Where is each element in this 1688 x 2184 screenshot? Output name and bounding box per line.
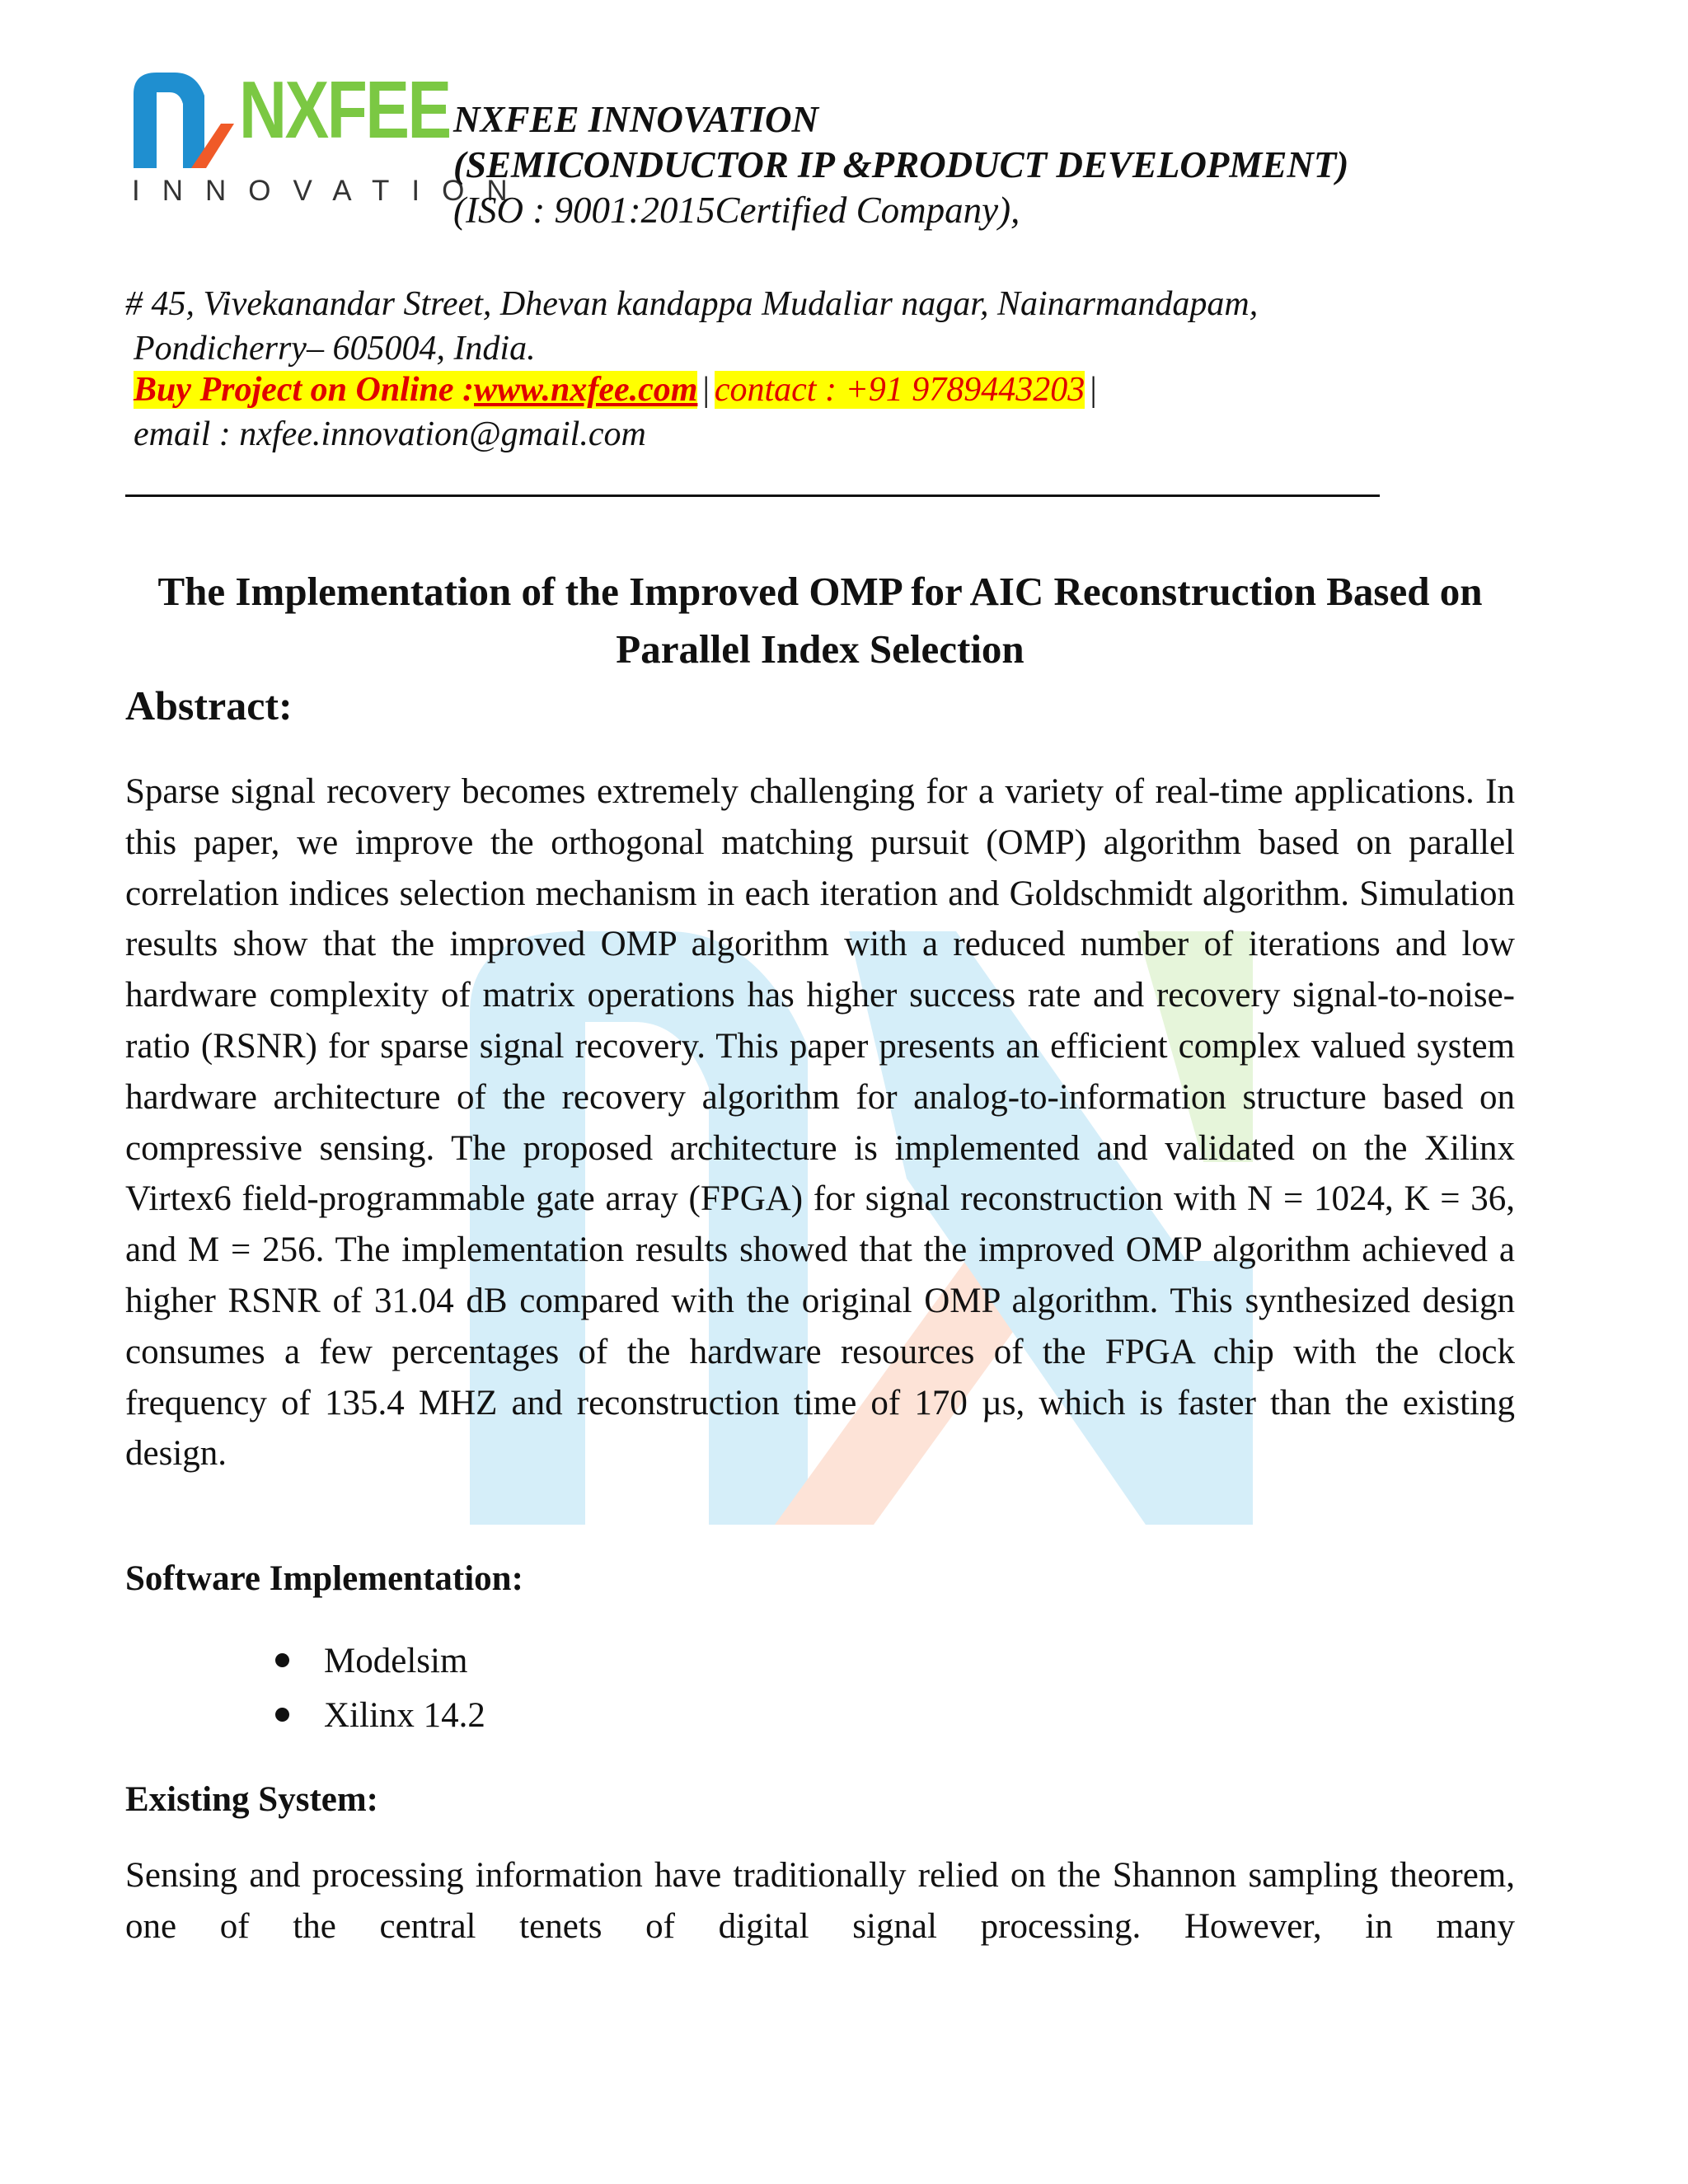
buy-online-label: Buy Project on Online : <box>134 371 475 409</box>
separator: | <box>1090 371 1097 409</box>
company-address <box>125 282 1258 371</box>
contact-email: email : nxfee.innovation@gmail.com <box>134 415 646 453</box>
logo-n-blue <box>134 73 204 168</box>
software-heading: Software Implementation: <box>125 1559 523 1598</box>
website-link[interactable]: www.nxfee.com <box>474 371 698 409</box>
header-divider <box>125 494 1380 497</box>
address-line-1: # 45, Vivekanandar Street, Dhevan kandappa Mudaliar nagar, Nainarmandapam, <box>125 285 1259 323</box>
existing-system-body: Sensing and processing information have traditionally relied on the Shannon sampling theorem, one of the central tenets of digital signal processing. However, in many <box>125 1856 1515 1946</box>
bullet-icon <box>275 1653 289 1667</box>
logo-n-mark <box>132 71 235 170</box>
company-name: NXFEE INNOVATION <box>453 99 819 140</box>
logo-brand-text: NXFEE <box>239 64 450 155</box>
company-header <box>453 97 1348 233</box>
existing-system-heading: Existing System: <box>125 1780 378 1819</box>
paper-title: The Implementation of the Improved OMP for AIC Reconstruction Based on Parallel Index Selection <box>157 568 1483 672</box>
software-list <box>272 1640 485 1749</box>
company-description: (SEMICONDUCTOR IP &PRODUCT DEVELOPMENT) <box>453 144 1349 185</box>
software-item-label: Xilinx 14.2 <box>324 1696 485 1735</box>
nxfee-logo <box>124 64 530 227</box>
address-line-2: Pondicherry– 605004, India. <box>134 330 536 368</box>
company-certification: (ISO : 9001:2015Certified Company), <box>453 190 1020 231</box>
abstract-body: Sparse signal recovery becomes extremely challenging for a variety of real-time applications. In this paper, we improve the orthogonal matching pursuit (OMP) algorithm based on parallel correlation indices selection mechanism in each iteration and Goldschmidt algorithm. Simulation results show that the improved OMP algorithm with a reduced number of iterations and low hardware complexity of matrix operations has higher success rate and recovery signal-to-noise-ratio (RSNR) for sparse signal recovery. This paper presents an efficient complex valued system hardware architecture of the recovery algorithm for analog-to-information structure based on compressive sensing. The proposed architecture is implemented and validated on the Xilinx Virtex6 field-programmable gate array (FPGA) for signal reconstruction with N = 1024, K = 36, and M = 256. The implementation results showed that the improved OMP algorithm achieved a higher RSNR of 31.04 dB compared with the original OMP algorithm. This synthesized design consumes a few percentages of the hardware resources of the FPGA chip with the clock frequency of 135.4 MHZ and reconstruction time of 170 µs, which is faster than the existing design. <box>125 772 1515 1474</box>
list-item <box>272 1694 485 1749</box>
list-item <box>272 1640 485 1694</box>
software-item-label: Modelsim <box>324 1642 468 1680</box>
separator: | <box>702 371 710 409</box>
abstract-heading: Abstract: <box>125 682 293 729</box>
contact-line <box>134 368 1102 412</box>
contact-phone: contact : +91 9789443203 <box>714 371 1085 409</box>
bullet-icon <box>275 1708 289 1722</box>
buy-online-highlight <box>134 371 697 409</box>
logo-tagline: INNOVATION <box>132 175 530 207</box>
